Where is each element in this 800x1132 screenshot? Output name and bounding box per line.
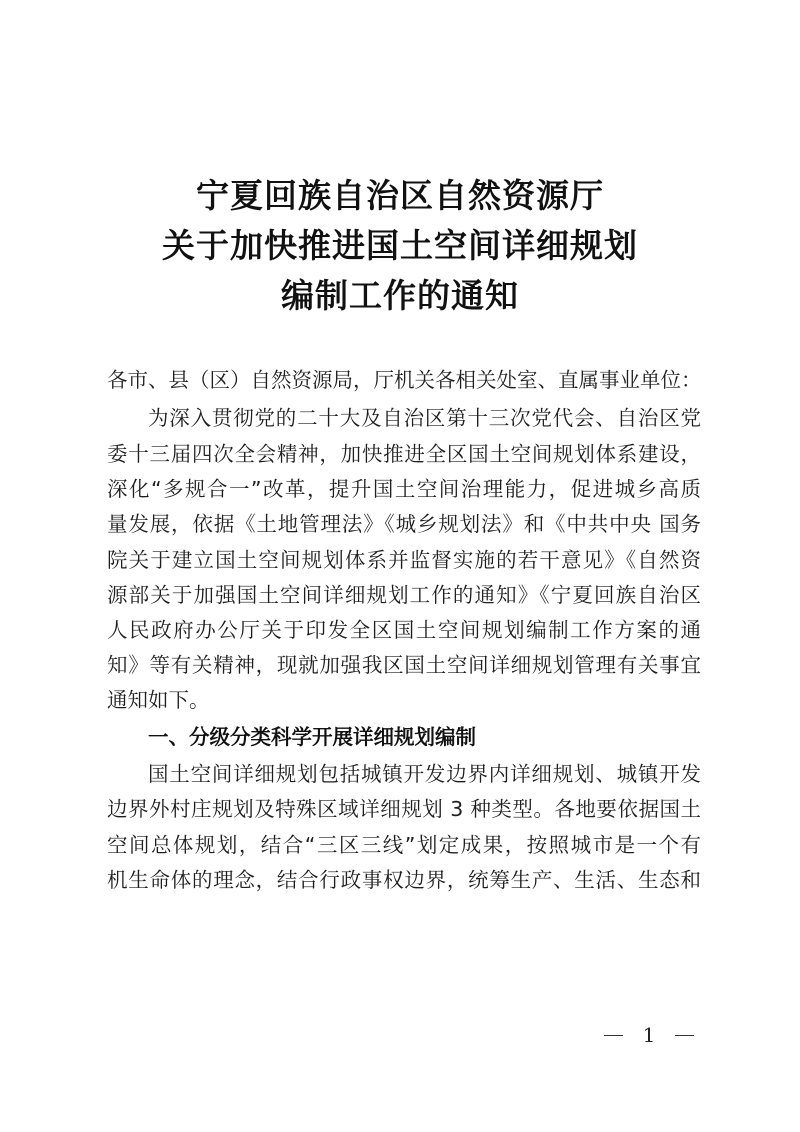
- paragraph-2-line: 国土空间详细规划包括城镇开发边界内详细规划、城镇开发: [148, 762, 701, 786]
- title-line-2: 关于加快推进国土空间详细规划: [162, 226, 638, 265]
- addressee: 各市、县（区）自然资源局，厅机关各相关处室、直属事业单位：: [107, 368, 702, 392]
- paragraph-1-line: 深化“多规合一”改革，提升国土空间治理能力，促进城乡高质: [107, 477, 701, 501]
- paragraph-1-line: 量发展，依据《土地管理法》《城乡规划法》和《中共中央 国务: [107, 512, 701, 536]
- paragraph-1-line: 人民政府办公厅关于印发全区国土空间规划编制工作方案的通: [107, 618, 701, 642]
- title-line-3: 编制工作的通知: [281, 276, 519, 315]
- paragraph-2-line: 机生命体的理念，结合行政事权边界，统筹生产、生活、生态和: [107, 868, 701, 892]
- paragraph-1-line: 院关于建立国土空间规划体系并监督实施的若干意见》《自然资: [107, 548, 701, 572]
- paragraph-1-line: 为深入贯彻党的二十大及自治区第十三次党代会、自治区党: [148, 406, 701, 430]
- paragraph-1-line: 源部关于加强国土空间详细规划工作的通知》《宁夏回族自治区: [107, 583, 701, 607]
- paragraph-2-line: 边界外村庄规划及特殊区域详细规划 3 种类型。各地要依据国土: [107, 797, 701, 821]
- paragraph-1-line: 知》等有关精神，现就加强我区国土空间详细规划管理有关事宜: [107, 653, 701, 677]
- paragraph-2-line: 空间总体规划，结合“三区三线”划定成果，按照城市是一个有: [107, 833, 701, 857]
- paragraph-1-line: 委十三届四次全会精神，加快推进全区国土空间规划体系建设，: [107, 442, 701, 466]
- page-number-dash-right: [675, 1035, 694, 1036]
- page-number-value: 1: [642, 1023, 656, 1047]
- paragraph-1-line: 通知如下。: [107, 688, 210, 712]
- title-line-1: 宁夏回族自治区自然资源厅: [196, 176, 604, 215]
- section-1-heading: 一、分级分类科学开展详细规划编制: [148, 725, 476, 749]
- page-number: [604, 1022, 694, 1048]
- page-number-dash-left: [604, 1035, 623, 1036]
